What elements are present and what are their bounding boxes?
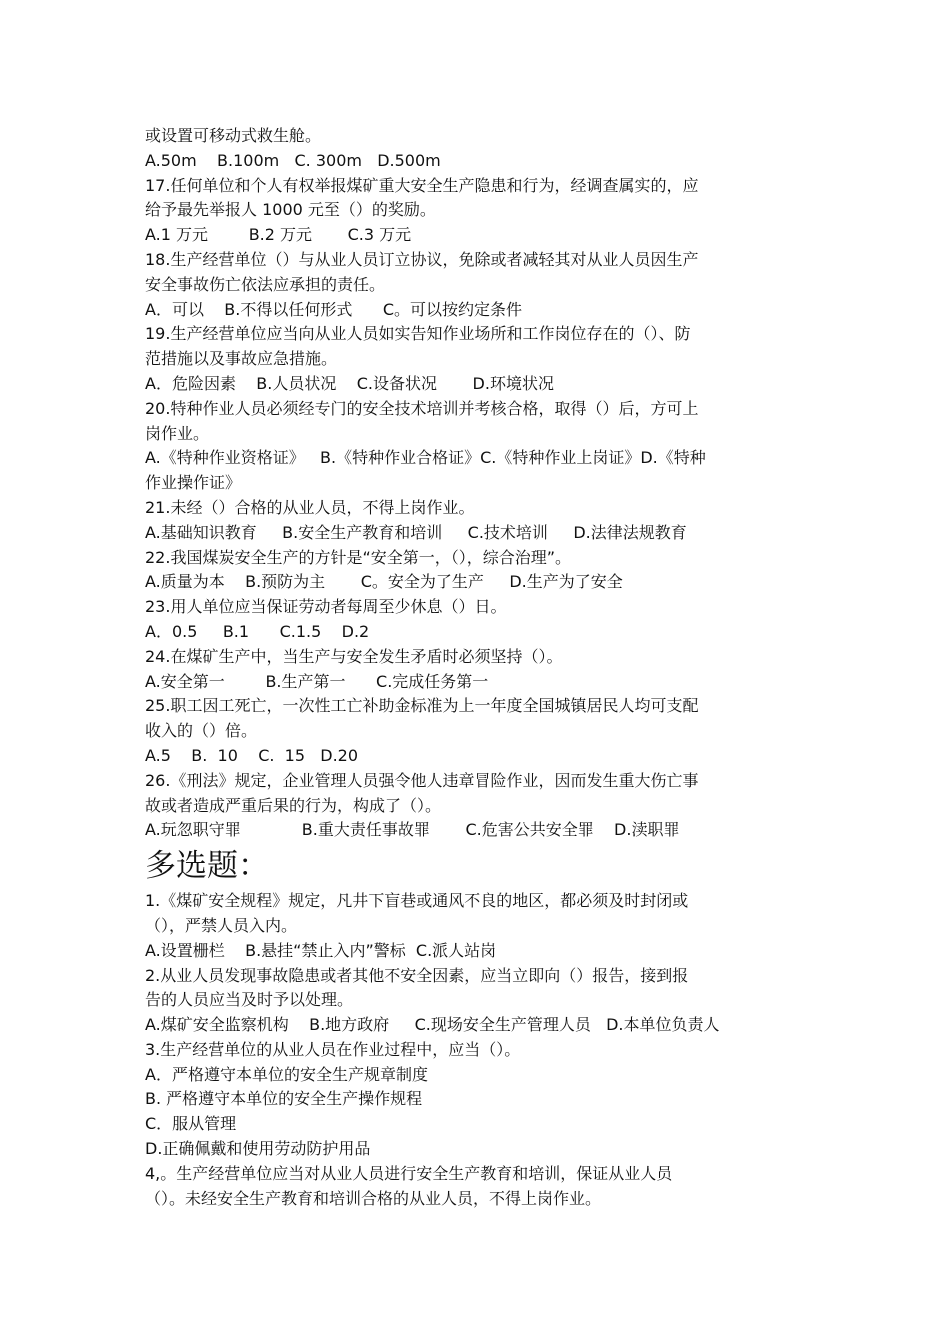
text-line: A.5 B. 10 C. 15 D.20 (145, 745, 359, 765)
text-line: A.玩忽职守罪 B.重大责任事故罪 C.危害公共安全罪 D.渎职罪 (145, 820, 680, 840)
text-line: A．严格遵守本单位的安全生产规章制度 (145, 1064, 428, 1084)
text-line: 作业操作证》 (145, 473, 242, 493)
document-body (145, 124, 810, 1211)
text-line: 故或者造成严重后果的行为，构成了（）。 (145, 795, 442, 815)
text-line: A．危险因素 B.人员状况 C.设备状况 D.环境状况 (145, 373, 554, 393)
text-line: A.1 万元 B.2 万元 C.3 万元 (145, 225, 412, 245)
single-choice-questions (145, 124, 810, 843)
text-line: A．可以 B.不得以任何形式 C。可以按约定条件 (145, 299, 523, 319)
text-line: 1.《煤矿安全规程》规定，凡井下盲巷或通风不良的地区，都必须及时封闭或 (145, 891, 689, 911)
text-line: 范措施以及事故应急措施。 (145, 349, 338, 369)
text-line: 告的人员应当及时予以处理。 (145, 990, 354, 1010)
text-line: B. 严格遵守本单位的安全生产操作规程 (145, 1089, 423, 1109)
text-line: 或设置可移动式救生舱。 (145, 126, 322, 145)
text-line: A.50m B.100m C. 300m D.500m (145, 150, 441, 170)
text-line: D.正确佩戴和使用劳动防护用品 (145, 1139, 371, 1159)
text-line: 26.《刑法》规定，企业管理人员强令他人违章冒险作业，因而发生重大伤亡事 (145, 770, 699, 790)
text-line: 24.在煤矿生产中，当生产与安全发生矛盾时必须坚持（）。 (145, 646, 563, 666)
section-heading-multiple-choice: 多选题： (145, 848, 269, 885)
text-line: A．0.5 B.1 C.1.5 D.2 (145, 621, 370, 641)
text-line: 安全事故伤亡依法应承担的责任。 (145, 274, 386, 294)
text-line: A.煤矿安全监察机构 B.地方政府 C.现场安全生产管理人员 D.本单位负责人 (145, 1015, 720, 1035)
text-line: 19.生产经营单位应当向从业人员如实告知作业场所和工作岗位存在的（）、防 (145, 324, 691, 344)
text-line: A.安全第一 B.生产第一 C.完成任务第一 (145, 671, 489, 691)
text-line: 20.特种作业人员必须经专门的安全技术培训并考核合格，取得（）后，方可上 (145, 398, 699, 418)
text-line: 岗作业。 (145, 423, 210, 443)
text-line: A.质量为本 B.预防为主 C。安全为了生产 D.生产为了安全 (145, 572, 623, 592)
text-line: 25.职工因工死亡，一次性工亡补助金标准为上一年度全国城镇居民人均可支配 (145, 696, 699, 716)
text-line: 18.生产经营单位（）与从业人员订立协议，免除或者减轻其对从业人员因生产 (145, 249, 699, 269)
text-line: A.设置栅栏 B.悬挂“禁止入内”警标 C.派人站岗 (145, 940, 497, 960)
multiple-choice-questions (145, 889, 810, 1211)
text-line: 17.任何单位和个人有权举报煤矿重大安全生产隐患和行为，经调查属实的，应 (145, 175, 699, 195)
text-line: A.《特种作业资格证》 B.《特种作业合格证》C.《特种作业上岗证》D.《特种 (145, 448, 706, 468)
text-line: 23.用人单位应当保证劳动者每周至少休息（）日。 (145, 597, 507, 617)
text-line: 4,。生产经营单位应当对从业人员进行安全生产教育和培训，保证从业人员 (145, 1163, 673, 1183)
text-line: 给予最先举报人 1000 元至（）的奖励。 (145, 200, 436, 220)
text-line: 22.我国煤炭安全生产的方针是“安全第一，（），综合治理”。 (145, 547, 572, 567)
text-line: C．服从管理 (145, 1114, 237, 1134)
text-line: 3.生产经营单位的从业人员在作业过程中，应当（）。 (145, 1039, 521, 1059)
text-line: 2.从业人员发现事故隐患或者其他不安全因素，应当立即向（）报告，接到报 (145, 965, 689, 985)
text-line: 21.未经（）合格的从业人员，不得上岗作业。 (145, 497, 475, 517)
text-line: （）。未经安全生产教育和培训合格的从业人员，不得上岗作业。 (145, 1188, 602, 1208)
text-line: A.基础知识教育 B.安全生产教育和培训 C.技术培训 D.法律法规教育 (145, 522, 687, 542)
text-line: 收入的（）倍。 (145, 721, 258, 741)
text-line: （），严禁人员入内。 (145, 915, 298, 935)
